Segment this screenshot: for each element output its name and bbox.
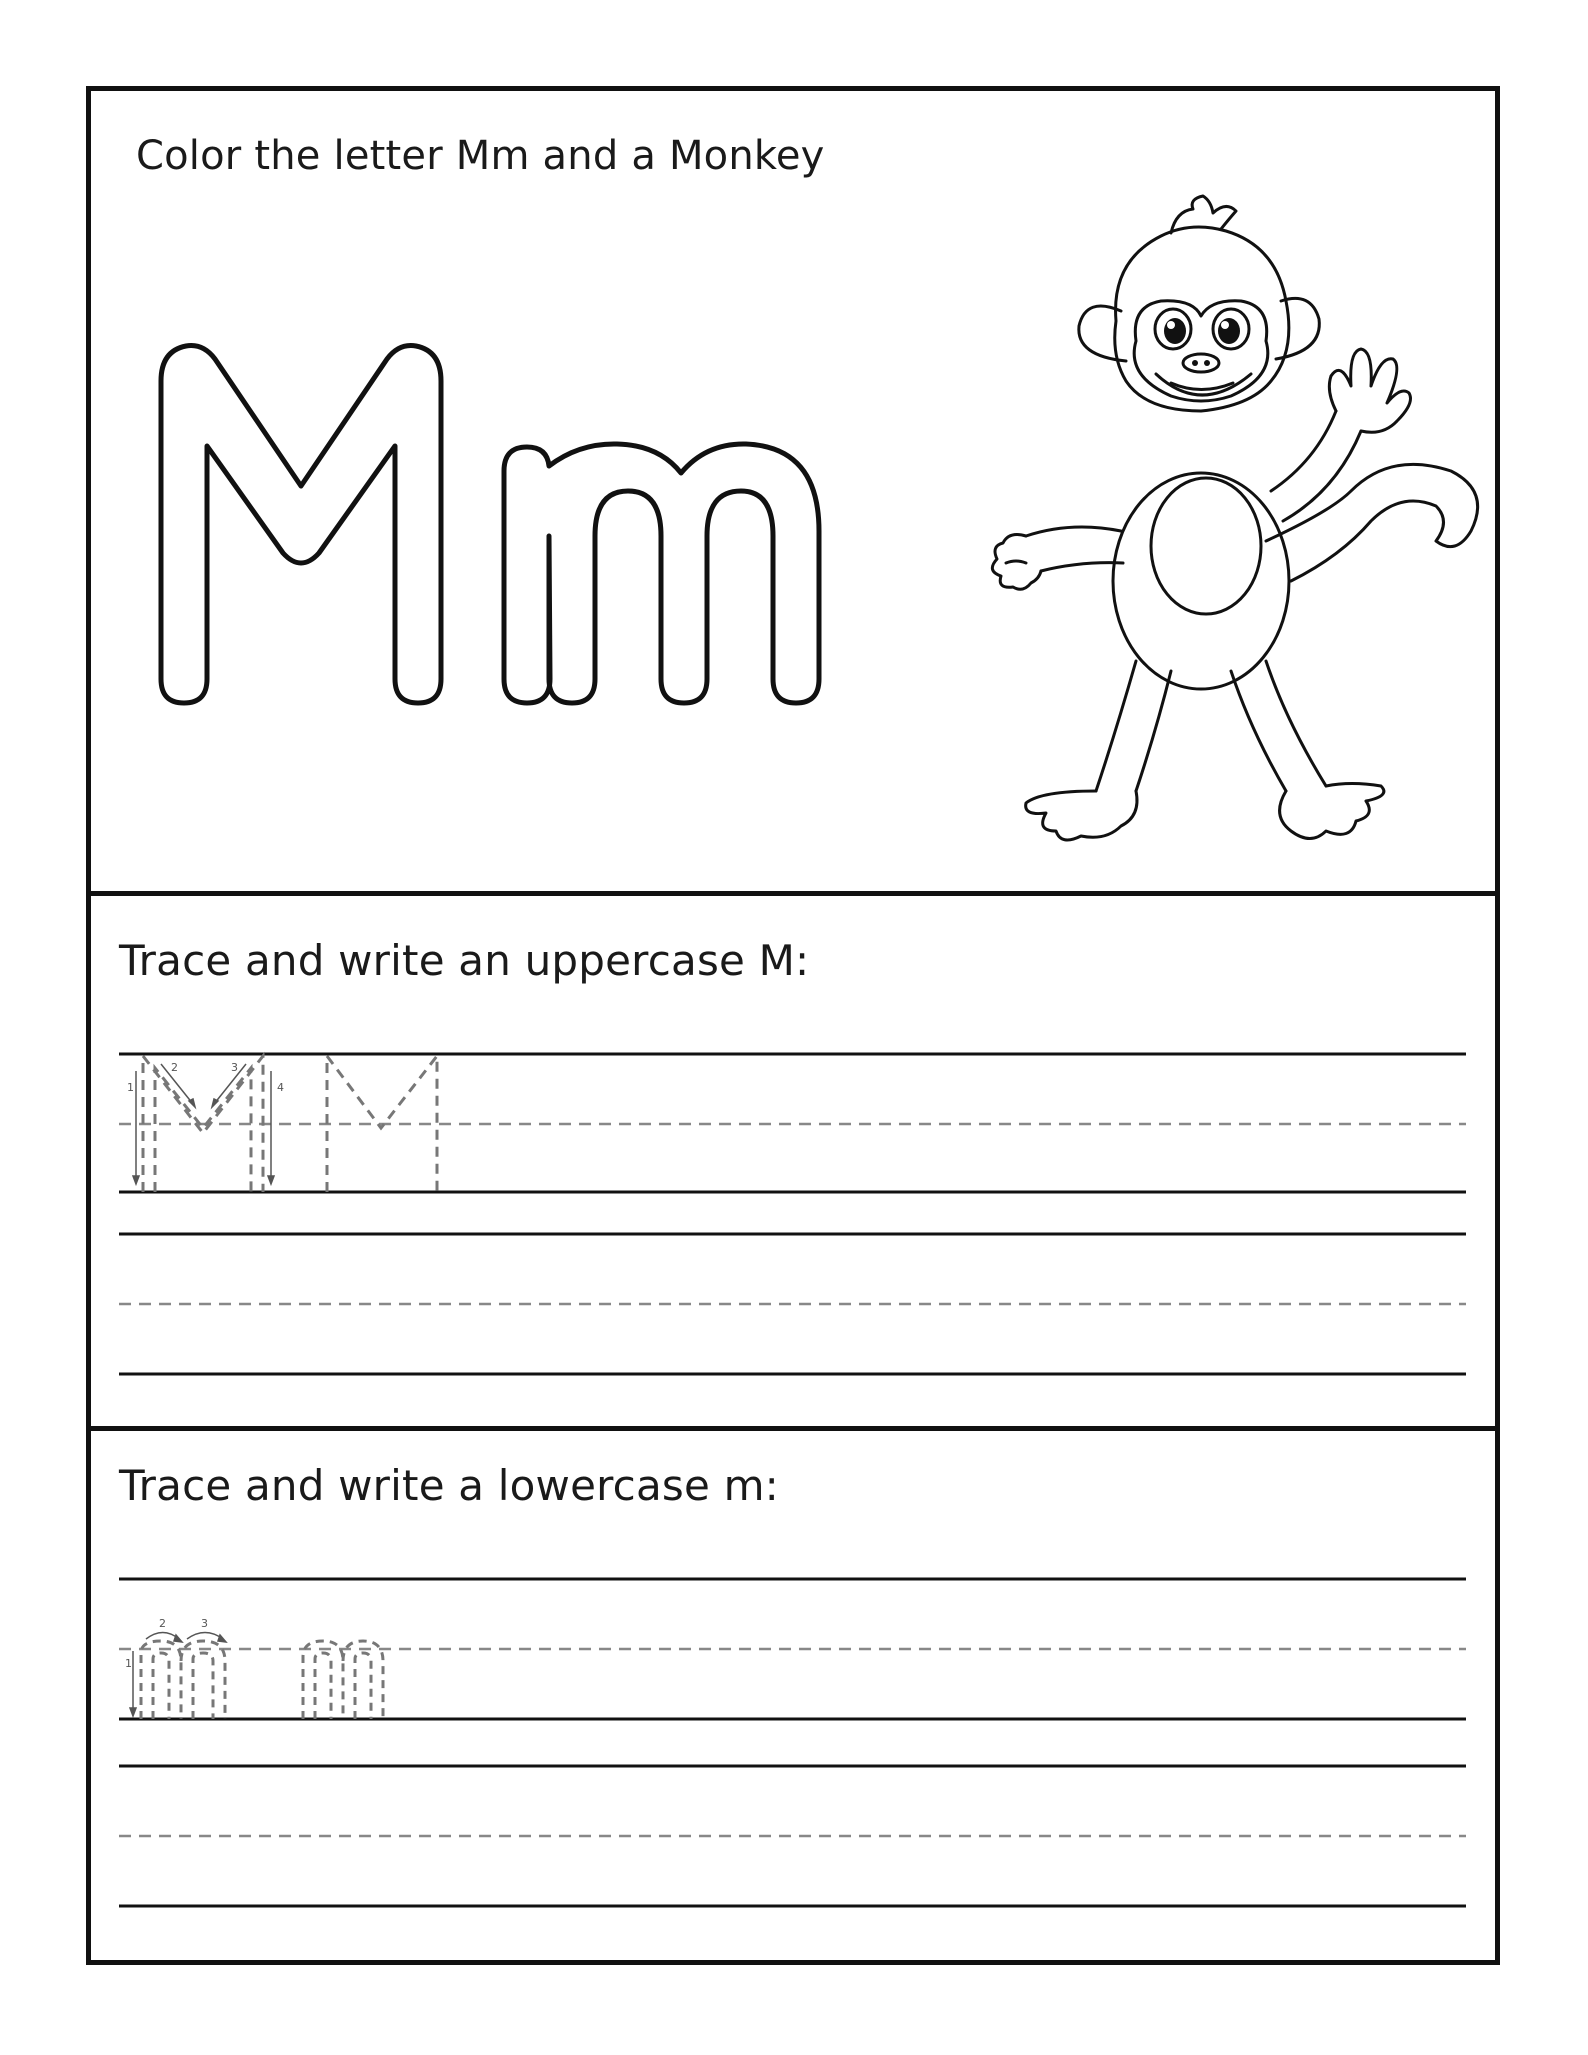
stroke-numbers-upper <box>127 1061 284 1094</box>
trace-lowercase-m-1 <box>141 1641 225 1719</box>
stroke-number-3: 3 <box>231 1061 238 1074</box>
lowercase-section <box>91 1431 1495 1965</box>
stroke-number-1: 1 <box>127 1081 134 1094</box>
stroke-numbers-lower <box>125 1617 208 1670</box>
worksheet-frame <box>86 86 1500 1965</box>
uppercase-heading: Trace and write an uppercase M: <box>119 936 810 985</box>
outline-lowercase-m <box>504 444 819 703</box>
stroke-number-4: 4 <box>277 1081 284 1094</box>
stroke-number-1: 1 <box>125 1657 132 1670</box>
lowercase-writing-lines <box>91 1431 1505 1965</box>
stroke-number-2: 2 <box>159 1617 166 1630</box>
uppercase-writing-lines <box>91 896 1505 1431</box>
lowercase-heading: Trace and write a lowercase m: <box>119 1461 780 1510</box>
monkey-illustration <box>931 191 1491 811</box>
outline-uppercase-m <box>161 346 441 703</box>
stroke-number-2: 2 <box>171 1061 178 1074</box>
color-heading: Color the letter Mm and a Monkey <box>136 133 825 179</box>
outline-letters-mm <box>91 91 891 551</box>
stroke-number-3: 3 <box>201 1617 208 1630</box>
trace-lowercase-m-2 <box>303 1641 383 1719</box>
uppercase-section <box>91 896 1495 1431</box>
color-section <box>91 91 1495 896</box>
